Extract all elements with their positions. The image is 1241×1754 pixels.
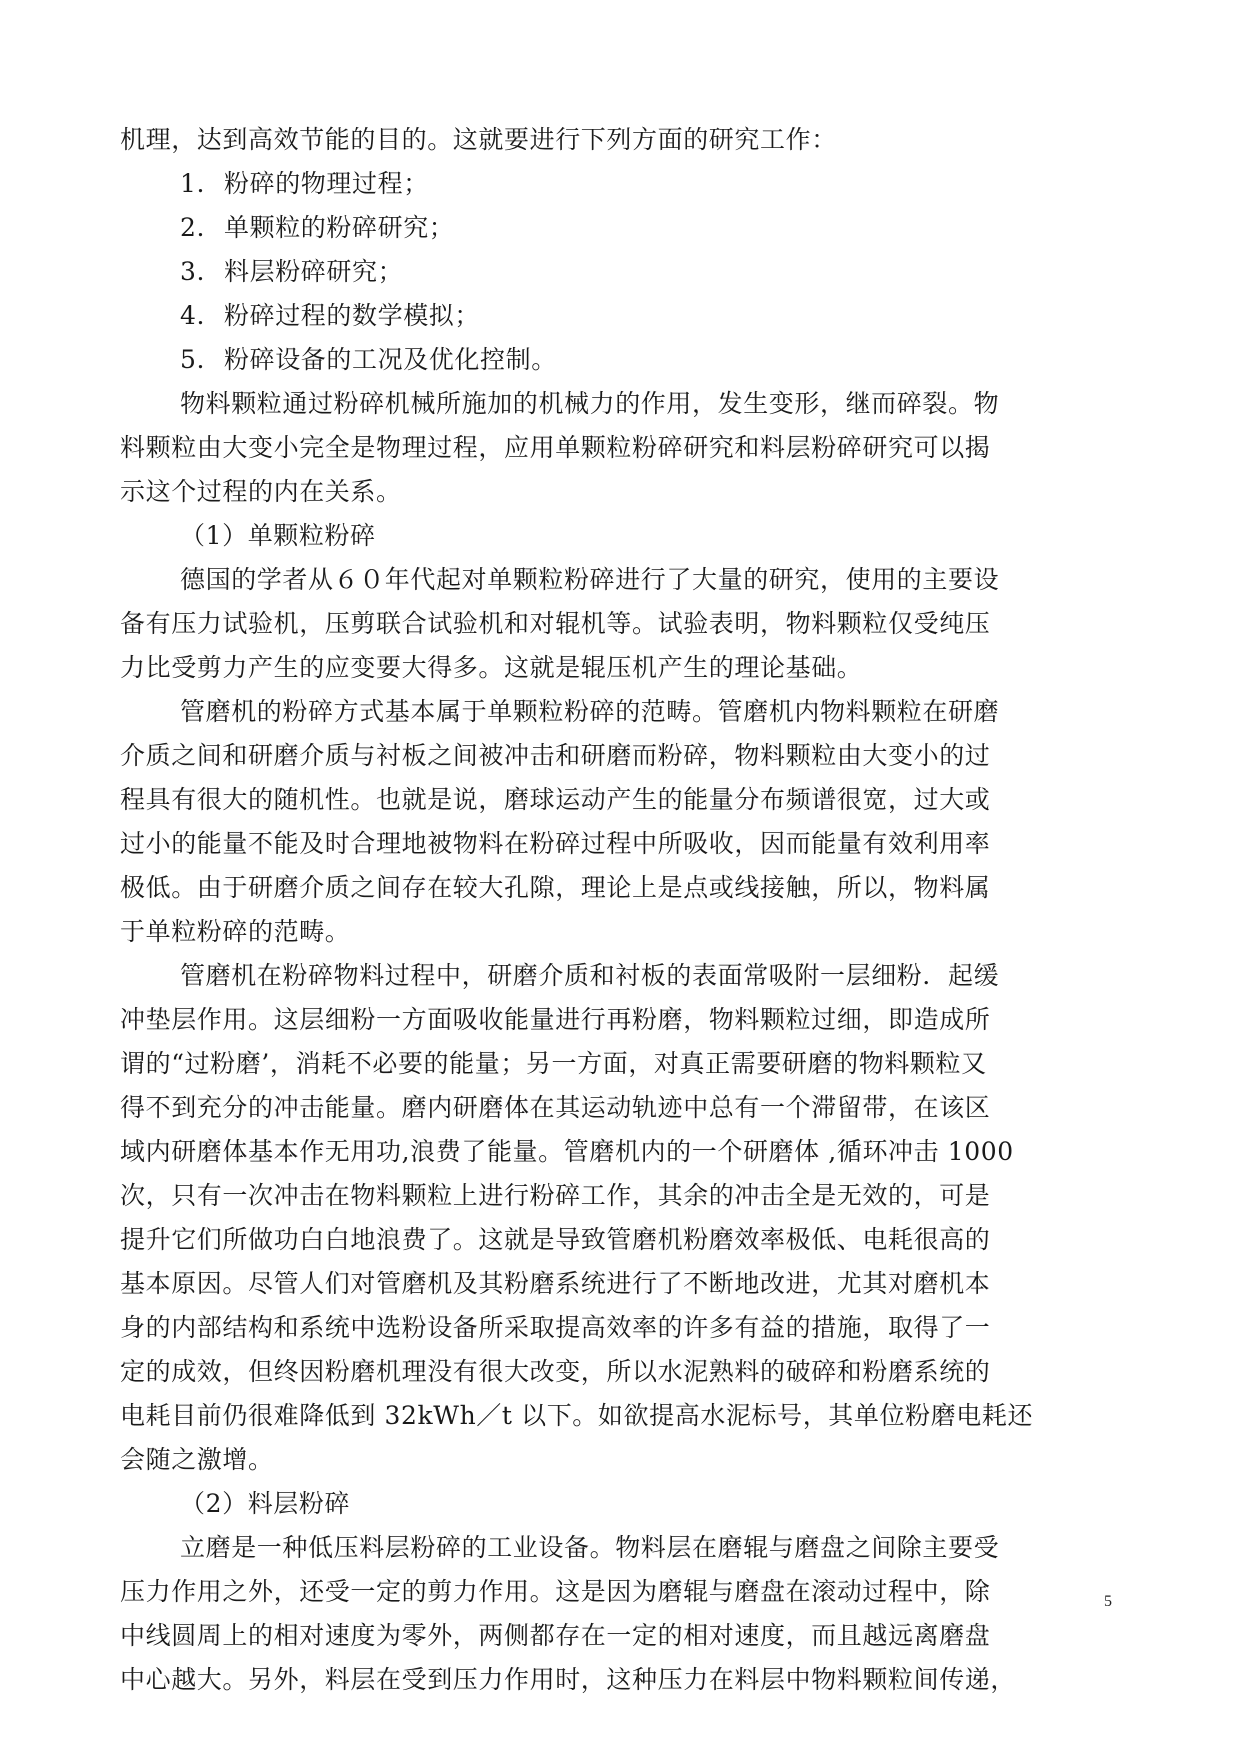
text-line: 介质之间和研磨介质与衬板之间被冲击和研磨而粉碎，物料颗粒由大变小的过 — [120, 741, 991, 770]
text-line: 中线圆周上的相对速度为零外，两侧都存在一定的相对速度，而且越远离磨盘 — [120, 1621, 991, 1650]
text-line: 提升它们所做功白白地浪费了。这就是导致管磨机粉磨效率极低、电耗很高的 — [120, 1225, 991, 1254]
paragraph-first-line: 管磨机在粉碎物料过程中，研磨介质和衬板的表面常吸附一层细粉．起缓 — [180, 961, 1000, 990]
text-line: 于单粒粉碎的范畴。 — [120, 917, 351, 946]
paragraph-first-line: 物料颗粒通过粉碎机械所施加的机械力的作用，发生变形，继而碎裂。物 — [180, 389, 1000, 418]
list-item — [120, 250, 1136, 294]
list-item — [120, 338, 1136, 382]
text-line: 会随之激增。 — [120, 1445, 274, 1474]
text-line: 谓的“过粉磨’，消耗不必要的能量；另一方面，对真正需要研磨的物料颗粒又 — [120, 1049, 987, 1078]
text-line: 料颗粒由大变小完全是物理过程，应用单颗粒粉碎研究和料层粉碎研究可以揭 — [120, 433, 991, 462]
list-number: 2. — [180, 213, 206, 242]
list-text: 粉碎过程的数学模拟； — [224, 301, 481, 330]
text-line: 得不到充分的冲击能量。磨内研磨体在其运动轨迹中总有一个滞留带，在该区 — [120, 1093, 991, 1122]
list-number: 4. — [180, 301, 206, 330]
text-line: 中心越大。另外，料层在受到压力作用时，这种压力在料层中物料颗粒间传递， — [120, 1665, 1017, 1694]
text-line: 力比受剪力产生的应变要大得多。这就是辊压机产生的理论基础。 — [120, 653, 863, 682]
text-line: 备有压力试验机，压剪联合试验机和对辊机等。试验表明，物料颗粒仅受纯压 — [120, 609, 991, 638]
list-item — [120, 294, 1136, 338]
list-item — [120, 162, 1136, 206]
list-item — [120, 206, 1136, 250]
text-line: 程具有很大的随机性。也就是说，磨球运动产生的能量分布频谱很宽，过大或 — [120, 785, 991, 814]
list-number: 3. — [180, 257, 206, 286]
document-body — [120, 118, 1136, 1702]
text-line: 极低。由于研磨介质之间存在较大孔隙，理论上是点或线接触，所以，物料属 — [120, 873, 991, 902]
text-line: 次，只有一次冲击在物料颗粒上进行粉碎工作，其余的冲击全是无效的，可是 — [120, 1181, 991, 1210]
paragraph-first-line: 立磨是一种低压料层粉碎的工业设备。物料层在磨辊与磨盘之间除主要受 — [180, 1533, 1000, 1562]
text-line: 域内研磨体基本作无用功,浪费了能量。管磨机内的一个研磨体 ,循环冲击 1000 — [120, 1137, 1014, 1166]
text-line: 冲垫层作用。这层细粉一方面吸收能量进行再粉磨，物料颗粒过细，即造成所 — [120, 1005, 991, 1034]
section-heading-single-particle: （1）单颗粒粉碎 — [180, 521, 376, 550]
text-line: 电耗目前仍很难降低到 32kWh／t 以下。如欲提高水泥标号，其单位粉磨电耗还 — [120, 1401, 1034, 1430]
list-text: 粉碎设备的工况及优化控制。 — [224, 345, 557, 374]
text-line: 机理，达到高效节能的目的。这就要进行下列方面的研究工作： — [120, 125, 837, 154]
paragraph-first-line: 德国的学者从６０年代起对单颗粒粉碎进行了大量的研究，使用的主要设 — [180, 565, 1000, 594]
list-text: 料层粉碎研究； — [224, 257, 404, 286]
list-text: 粉碎的物理过程； — [224, 169, 429, 198]
list-number: 1. — [180, 169, 206, 198]
text-line: 身的内部结构和系统中选粉设备所采取提高效率的许多有益的措施，取得了一 — [120, 1313, 991, 1342]
text-line: 基本原因。尽管人们对管磨机及其粉磨系统进行了不断地改进，尤其对磨机本 — [120, 1269, 991, 1298]
section-heading-layer-grinding: （2）料层粉碎 — [180, 1489, 351, 1518]
text-line: 压力作用之外，还受一定的剪力作用。这是因为磨辊与磨盘在滚动过程中，除 — [120, 1577, 991, 1606]
paragraph-first-line: 管磨机的粉碎方式基本属于单颗粒粉碎的范畴。管磨机内物料颗粒在研磨 — [180, 697, 1000, 726]
page-number: 5 — [1104, 1593, 1112, 1610]
list-text: 单颗粒的粉碎研究； — [224, 213, 455, 242]
text-line: 过小的能量不能及时合理地被物料在粉碎过程中所吸收，因而能量有效利用率 — [120, 829, 991, 858]
text-line: 定的成效，但终因粉磨机理没有很大改变，所以水泥熟料的破碎和粉磨系统的 — [120, 1357, 991, 1386]
text-line: 示这个过程的内在关系。 — [120, 477, 402, 506]
list-number: 5. — [180, 345, 206, 374]
